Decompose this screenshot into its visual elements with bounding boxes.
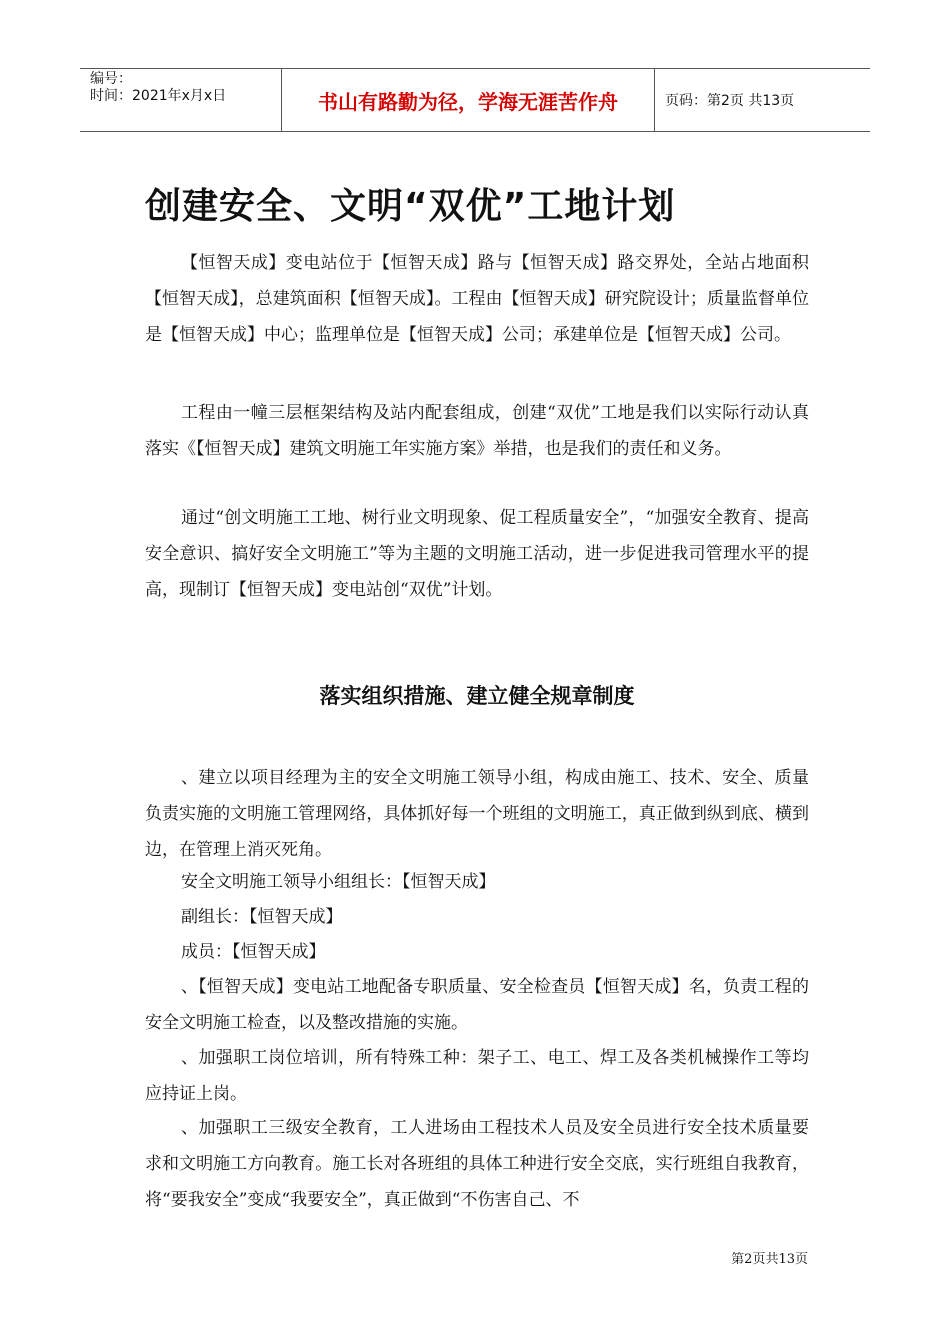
section-paragraph-2: 安全文明施工领导小组组长：【恒智天成】 [181, 872, 496, 892]
header-meta [80, 69, 282, 131]
document-header [80, 68, 870, 132]
intro-paragraph-3: 通过“创文明施工工地、树行业文明现象、促工程质量安全”，“加强安全教育、提高安全意识、搞好安全文明施工”等为主题的文明施工活动，进一步促进我司管理水平的提高，现制订【恒智天成】变电站创“双优”计划。 [145, 508, 809, 600]
section-paragraph-1: 、建立以项目经理为主的安全文明施工领导小组，构成由施工、技术、安全、质量负责实施的文明施工管理网络，具体抓好每一个班组的文明施工，真正做到纵到底、横到边，在管理上消灭死角。 [145, 768, 809, 860]
section-paragraph-4: 成员：【恒智天成】 [181, 942, 326, 962]
page-footer: 第2页共13页 [731, 1252, 808, 1267]
number-label: 编号： [90, 71, 132, 87]
section-paragraph-3: 副组长：【恒智天成】 [181, 907, 343, 927]
section-heading: 落实组织措施、建立健全规章制度 [319, 684, 635, 708]
section-paragraph-5: 、【恒智天成】变电站工地配备专职质量、安全检查员【恒智天成】名，负责工程的安全文明施工检查，以及整改措施的实施。 [145, 977, 809, 1033]
section-paragraph-6: 、加强职工岗位培训，所有特殊工种：架子工、电工、焊工及各类机械操作工等均应持证上岗。 [145, 1048, 809, 1104]
header-page-info: 页码：第2页 共13页 [665, 93, 795, 109]
document-title: 创建安全、文明“双优”工地计划 [145, 186, 676, 227]
intro-paragraph-1: 【恒智天成】变电站位于【恒智天成】路与【恒智天成】路交界处，全站占地面积【恒智天成】，总建筑面积【恒智天成】。工程由【恒智天成】研究院设计；质量监督单位是【恒智天成】中心；监理单位是【恒智天成】公司；承建单位是【恒智天成】公司。 [145, 253, 809, 345]
section-paragraph-7: 、加强职工三级安全教育，工人进场由工程技术人员及安全员进行安全技术质量要求和文明施工方向教育。施工长对各班组的具体工种进行安全交底，实行班组自我教育，将“要我安全”变成“我要安全”，真正做到“不伤害自己、不 [145, 1118, 809, 1210]
intro-paragraph-2: 工程由一幢三层框架结构及站内配套组成，创建“双优”工地是我们以实际行动认真落实《【恒智天成】建筑文明施工年实施方案》举措，也是我们的责任和义务。 [145, 403, 809, 459]
header-motto: 书山有路勤为径，学海无涯苦作舟 [282, 69, 655, 131]
time-label: 时间：2021年x月x日 [90, 88, 227, 104]
